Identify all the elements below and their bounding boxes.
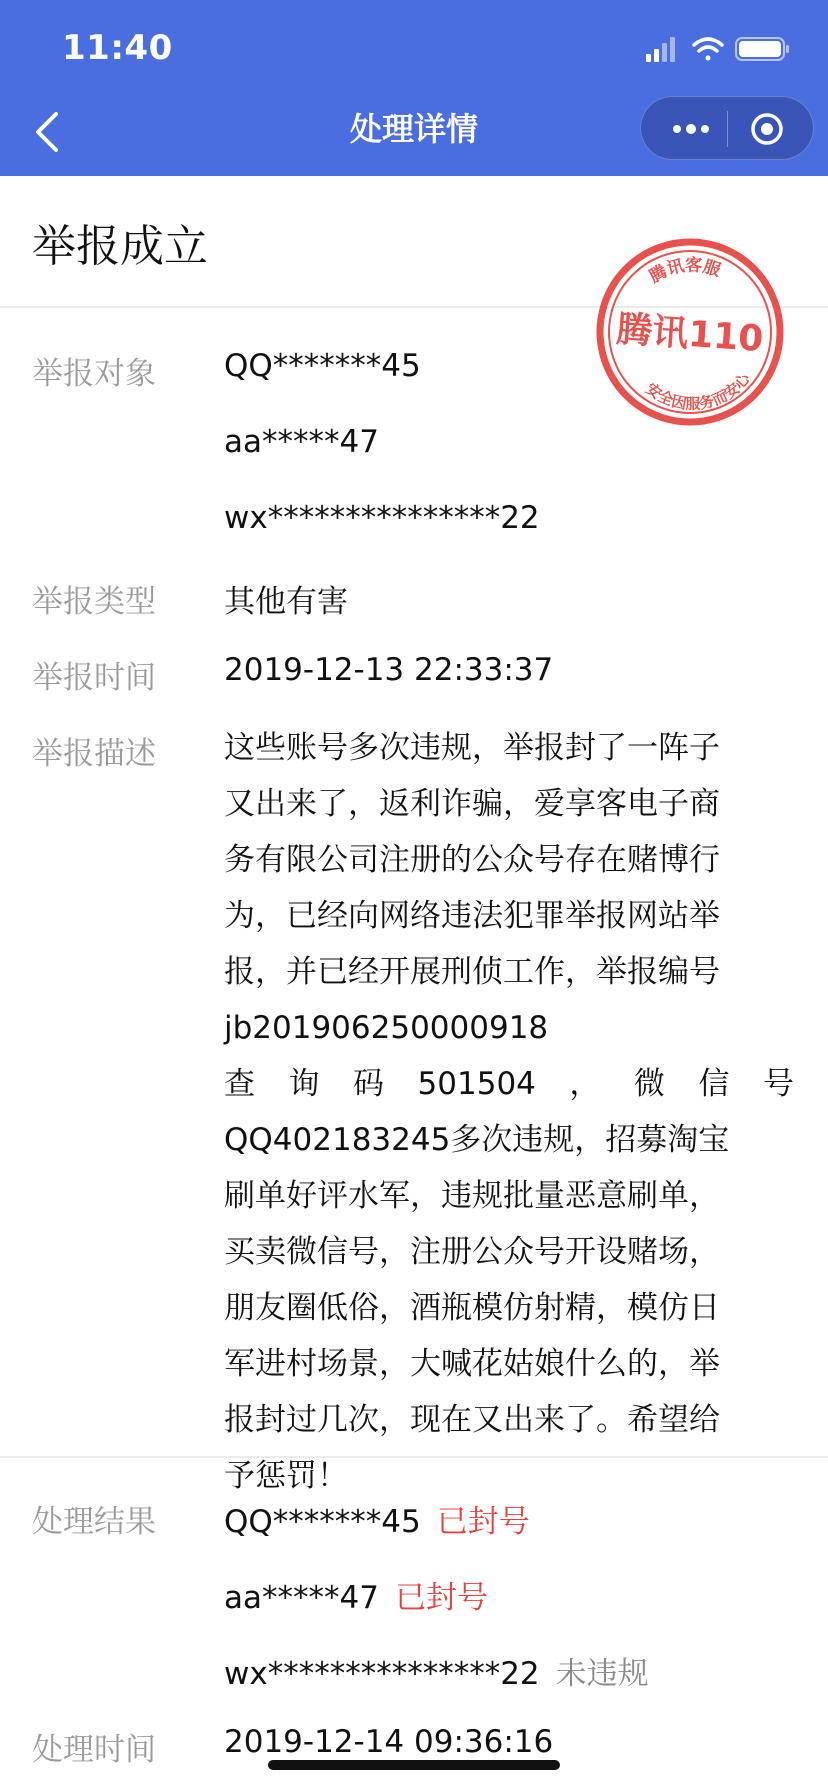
report-description-text [224, 720, 794, 1504]
target-circle-icon[interactable] [749, 111, 785, 147]
description-token: 查 [224, 1066, 255, 1102]
report-target-value: QQ*******45 [224, 348, 421, 384]
result-item [224, 1496, 530, 1541]
report-time-label: 举报时间 [32, 660, 156, 696]
result-label: 处理结果 [32, 1504, 156, 1540]
result-account: QQ*******45 [224, 1504, 421, 1540]
description-line: jb201906250000918 [224, 1010, 549, 1046]
description-token: 微 [633, 1066, 665, 1102]
report-type-value: 其他有害 [224, 584, 348, 620]
wifi-icon [694, 39, 722, 61]
description-token: 信 [698, 1066, 730, 1102]
description-line-spaced [224, 1056, 794, 1112]
result-time-label: 处理时间 [32, 1732, 156, 1768]
report-target-label: 举报对象 [32, 356, 156, 392]
result-time-value: 2019-12-14 09:36:16 [224, 1724, 554, 1760]
result-account: aa*****47 [224, 1580, 379, 1616]
description-line: 予惩罚！ [224, 1458, 348, 1494]
description-line: 务有限公司注册的公众号存在赌博行 [224, 842, 720, 878]
result-account: wx***************22 [224, 1656, 540, 1692]
stamp-top-text: 腾讯客服 [646, 255, 723, 288]
result-item [224, 1572, 488, 1617]
description-line: 报封过几次，现在又出来了。希望给 [224, 1402, 720, 1438]
app-header [0, 0, 828, 176]
battery-icon [736, 38, 789, 60]
home-indicator[interactable] [268, 1760, 560, 1770]
description-token: 501504 [417, 1066, 536, 1102]
capsule-divider [727, 111, 728, 147]
description-line: 买卖微信号，注册公众号开设赌场， [224, 1234, 720, 1270]
description-token: 码 [353, 1066, 385, 1102]
tencent-110-stamp [583, 225, 796, 438]
description-line: 刷单好评水军，违规批量恶意刷单， [224, 1178, 720, 1214]
report-description-label: 举报描述 [32, 736, 156, 772]
report-status-title: 举报成立 [32, 221, 208, 272]
stamp-center-text: 腾讯110 [614, 308, 765, 361]
stamp-bottom-text: 安全因服务而安心 [642, 369, 754, 413]
result-status-banned: 已封号 [436, 1504, 530, 1540]
description-line: 这些账号多次违规，举报封了一阵子 [224, 730, 720, 766]
description-line: 军进村场景，大喊花姑娘什么的，举 [224, 1346, 720, 1382]
description-line: QQ402183245多次违规，招募淘宝 [224, 1122, 730, 1158]
description-line: 为，已经向网络违法犯罪举报网站举 [224, 898, 720, 934]
divider [0, 1456, 828, 1458]
mini-program-capsule [640, 96, 814, 160]
report-time-value: 2019-12-13 22:33:37 [224, 652, 554, 688]
description-token: 询 [288, 1066, 320, 1102]
signal-icon [646, 37, 675, 62]
description-line: 报，并已经开展刑侦工作，举报编号 [224, 954, 720, 990]
page-title: 处理详情 [349, 110, 478, 148]
status-bar-icons [644, 34, 794, 64]
result-status-no-violation: 未违规 [555, 1656, 649, 1692]
description-token: 号 [762, 1066, 794, 1102]
report-target-value: wx***************22 [224, 500, 540, 536]
description-line: 又出来了，返利诈骗，爱享客电子商 [224, 786, 720, 822]
result-item [224, 1648, 649, 1693]
result-status-banned: 已封号 [394, 1580, 488, 1616]
report-type-label: 举报类型 [32, 584, 156, 620]
report-target-value: aa*****47 [224, 424, 379, 460]
status-bar-time: 11:40 [62, 28, 173, 68]
more-dots-icon[interactable] [663, 111, 719, 147]
description-line: 朋友圈低俗，酒瓶模仿射精，模仿日 [224, 1290, 720, 1326]
description-token: ， [569, 1066, 601, 1102]
